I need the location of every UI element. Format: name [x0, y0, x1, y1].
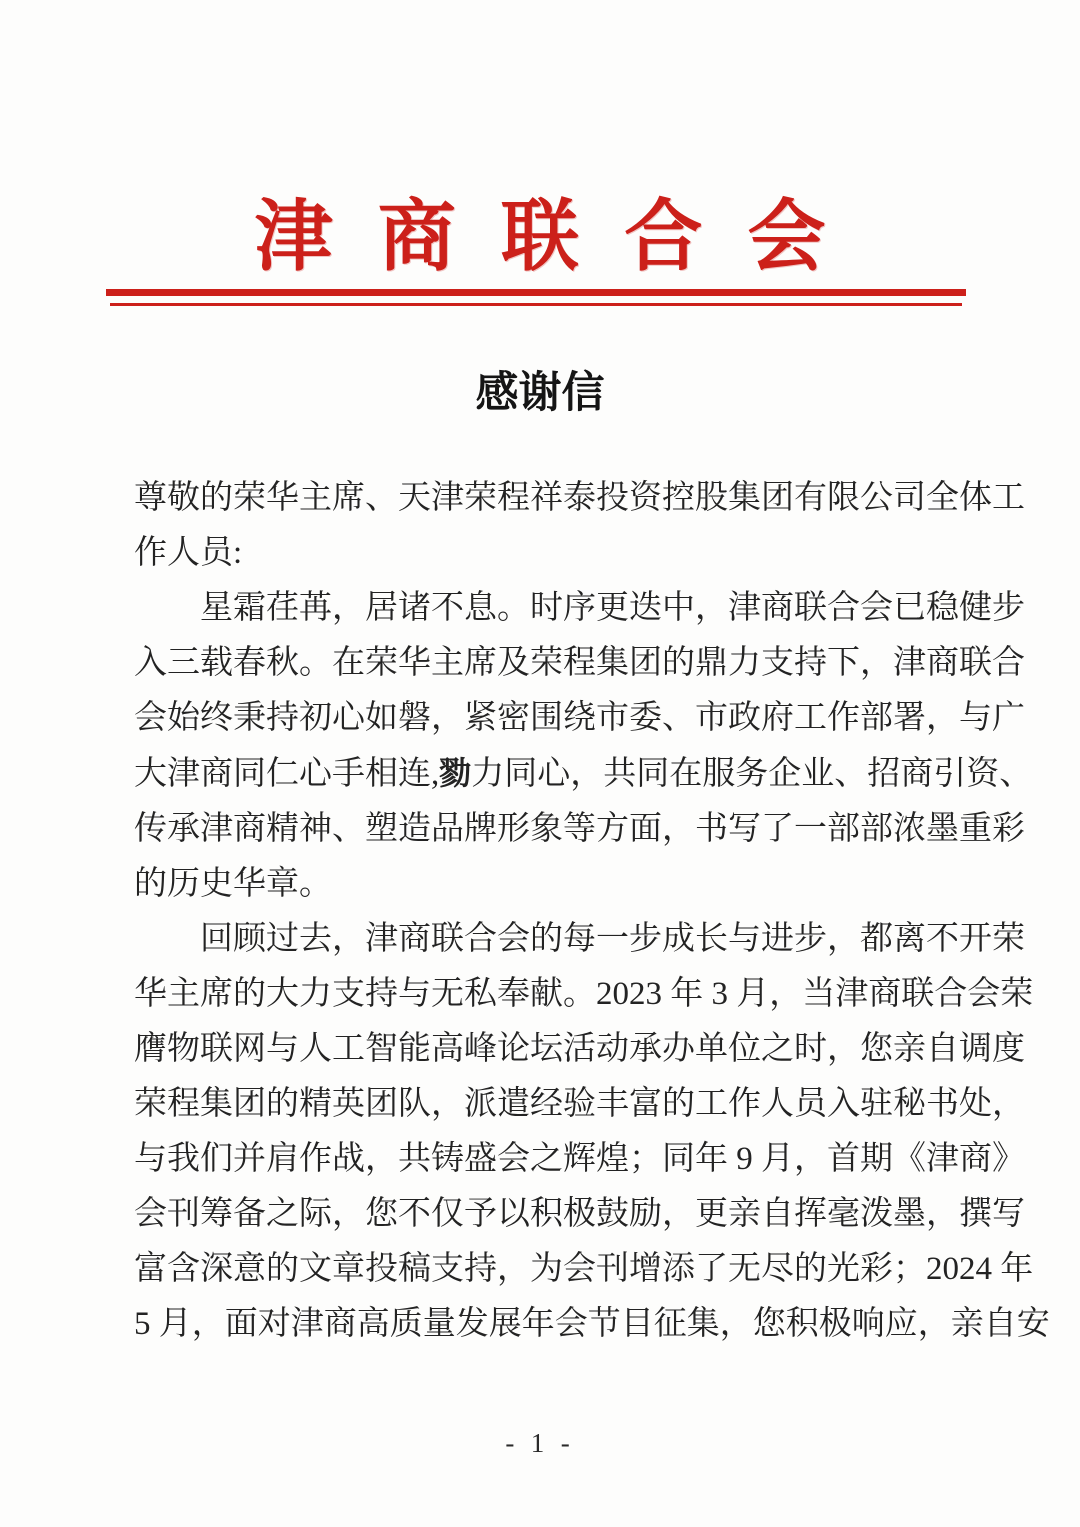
- line-text-segment: 力同心，共同在服务企业、招商引资、: [471, 756, 1033, 793]
- body-line: [134, 746, 1033, 802]
- line-text-segment: 大津商同仁心手相连,: [134, 756, 440, 793]
- body-line: 入三载春秋。在荣华主席及荣程集团的鼎力支持下，津商联合: [134, 645, 1025, 682]
- body-line: 华主席的大力支持与无私奉献。2023 年 3 月，当津商联合会荣: [134, 976, 1034, 1013]
- body-line: 富含深意的文章投稿支持，为会刊增添了无尽的光彩；2024 年: [134, 1251, 1034, 1288]
- body-line: 会始终秉持初心如磐，紧密围绕市委、市政府工作部署，与广: [134, 700, 1025, 737]
- body-line: 荣程集团的精英团队，派遣经验丰富的工作人员入驻秘书处，: [134, 1086, 1025, 1123]
- body-line: 传承津商精神、塑造品牌形象等方面，书写了一部部浓墨重彩: [134, 811, 1025, 848]
- body-line: 的历史华章。: [134, 866, 332, 903]
- body-line: 星霜荏苒，居诸不息。时序更迭中，津商联合会已稳健步: [200, 590, 1025, 627]
- emphasized-char: 勠: [439, 755, 472, 792]
- letterhead-rule-thin: [110, 303, 962, 306]
- body-line: 回顾过去，津商联合会的每一步成长与进步，都离不开荣: [200, 921, 1025, 958]
- body-line: 膺物联网与人工智能高峰论坛活动承办单位之时，您亲自调度: [134, 1031, 1025, 1068]
- body-line: 5 月，面对津商高质量发展年会节目征集，您积极响应，亲自安: [134, 1306, 1050, 1343]
- letterhead: [0, 0, 1080, 280]
- body-line: 与我们并肩作战，共铸盛会之辉煌；同年 9 月，首期《津商》: [134, 1141, 1025, 1178]
- salutation-line: 尊敬的荣华主席、天津荣程祥泰投资控股集团有限公司全体工: [134, 480, 1025, 517]
- salutation-line: 作人员:: [134, 535, 243, 572]
- body-line: 会刊筹备之际，您不仅予以积极鼓励，更亲自挥毫泼墨，撰写: [134, 1196, 1025, 1233]
- letterhead-rule-thick: [106, 289, 966, 296]
- page-number: - 1 -: [505, 1428, 575, 1458]
- org-name: 津商联合会: [254, 193, 871, 280]
- letter-body: [134, 471, 1050, 1352]
- document-title: 感谢信: [475, 369, 605, 417]
